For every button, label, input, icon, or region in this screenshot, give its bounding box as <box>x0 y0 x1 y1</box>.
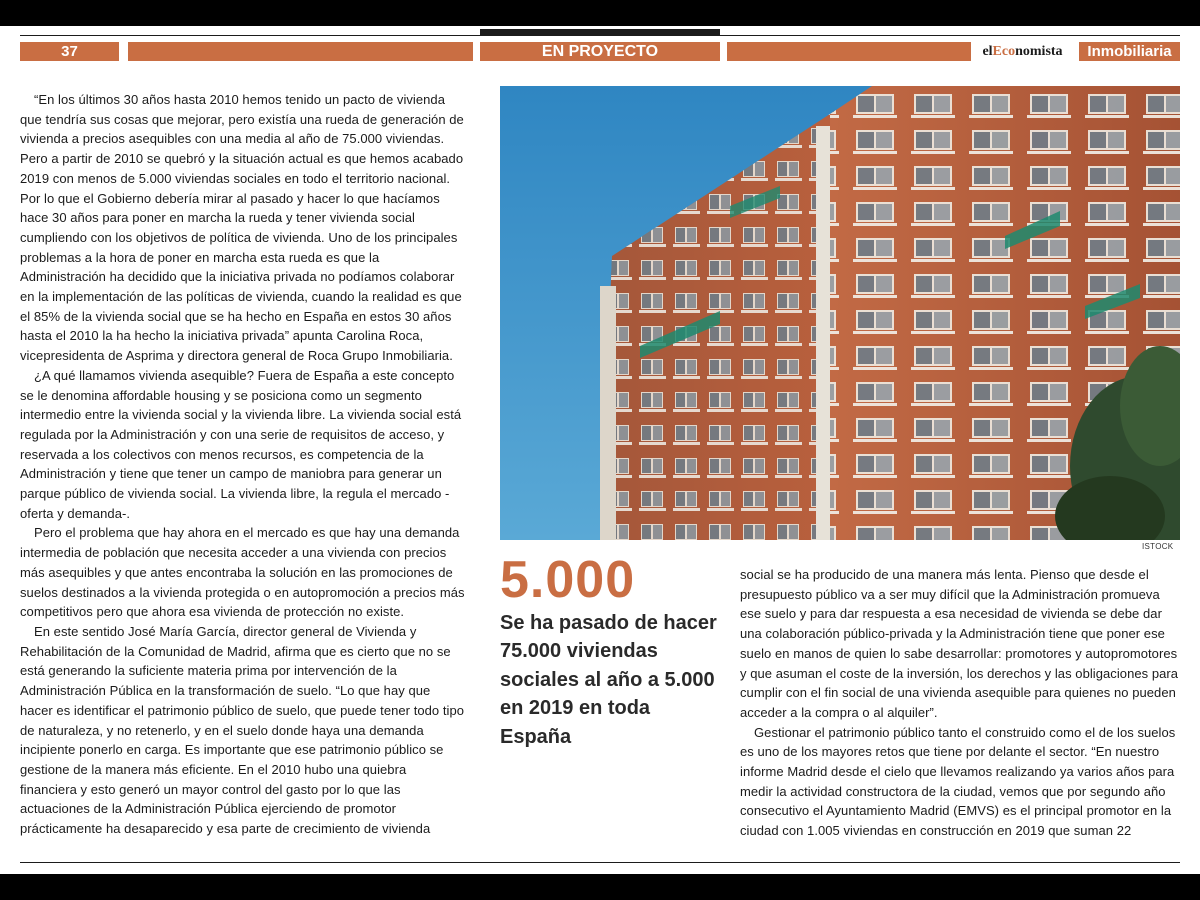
header-rule <box>20 35 1180 36</box>
header-bar-left <box>128 42 473 61</box>
article-paragraph: “En los últimos 30 años hasta 2010 hemos tenido un pacto de vivienda que tendría sus cosas que mejorar, pero existía una rueda de generación de vivienda a precios asequibles con una media al año de 75.000 viviendas. Pero a partir de 2010 se quebró y la situación actual es que hemos acabado 2019 con menos de 5.000 viviendas sociales en todo el territorio nacional. Por lo que el Gobierno debería mirar al pasado y hacer lo que hacíamos hace 30 años para poner en marcha la rueda y tener vivienda social cumpliendo con los objetivos de política de vivienda. Uno de los principales problemas a la hora de poner en marcha esta rueda es que la Administración ha decidido que la iniciativa privada no podíamos colaborar en la implementación de las políticas de vivienda, cuando la realidad es que el 85% de la vivienda social que se ha hecho en España en estos 30 años hasta el 2010 la ha hecho la iniciativa privada” apunta Carolina Roca, vicepresidenta de Asprima y directora general de Roca Grupo Inmobiliaria. <box>20 92 464 364</box>
pull-quote: Se ha pasado de hacer 75.000 viviendas sociales al año a 5.000 en 2019 en toda España <box>500 612 717 748</box>
article-paragraph: social se ha producido de una manera más lenta. Pienso que desde el presupuesto público va a ser muy difícil que la Administración promueva ese suelo y para dar respuesta a esa necesidad de vivienda se debe dar una colaboración público-privada y la Administración tiene que poner ese suelo en manos de quien lo sabe desarrollar: promotores y autopromotores y que asuman el coste de la inversión, los derechos y las obligaciones para cumplir con el fin social de una vivienda asequible para quienes no pueden acceder a la compra o al alquiler”. <box>740 567 1179 720</box>
header-bar-right <box>727 42 971 61</box>
article-paragraph: Gestionar el patrimonio público tanto el construido como el de los suelos es uno de los mayores retos que tiene por delante el sector. “En nuestro informe Madrid desde el cielo que llevamos realizando ya varios años para medir la actividad constructora de la ciudad, vemos que por segundo año consecutivo el Ayuntamiento Madrid (EMVS) es el principal promotor en la ciudad con 1.005 viviendas en construcción en 2019 que suman 22 <box>740 724 1176 839</box>
footer-rule <box>20 862 1180 863</box>
article-right-column <box>740 565 1180 841</box>
publication-logo <box>972 42 1073 61</box>
logo-suffix: nomista <box>1015 44 1063 59</box>
article-paragraph: Pero el problema que hay ahora en el mercado es que hay una demanda intermedia de población que necesita acceder a una vivienda con precios más asequibles y que antes encontraba la solución en las promociones de suelos destinados a la vivienda protegida o en autopromoción a precios más competitivos pero que ahora esa vivienda de protección no existe. <box>20 525 465 620</box>
highlight-number: 5.000 <box>500 551 636 609</box>
building-photo <box>500 86 1180 540</box>
logo-highlight: Eco <box>992 44 1016 59</box>
top-black-bar <box>0 0 1200 26</box>
photo-credit: ISTOCK <box>1142 542 1174 551</box>
page-number: 37 <box>20 42 119 61</box>
bottom-black-bar <box>0 874 1200 900</box>
article-left-column <box>20 90 466 839</box>
article-paragraph: En este sentido José María García, director general de Vivienda y Rehabilitación de la Comunidad de Madrid, afirma que es cierto que no se está generando la suficiente materia prima por intervención de la Administración Pública en la transformación de suelo. “Lo que hay que hacer es identificar el patrimonio público de suelo, que puede tener todo tipo de naturaleza, y no retenerlo, y en el suelo donde haya una demanda incipiente ponerlo en carga. Es importante que ese patrimonio público se gestione de la manera más eficiente. En el 2010 hubo una quiebra financiera y esto generó un mayor control del gasto por lo que las actuaciones de la Administración Pública ejerciendo de promotor prácticamente ha desaparecido y esa parte de crecimiento de vivienda <box>20 623 465 837</box>
section-title: EN PROYECTO <box>480 42 720 61</box>
article-paragraph: ¿A qué llamamos vivienda asequible? Fuera de España a este concepto se le denomina affordable housing y se posiciona como un segmento intermedio entre la vivienda social y la vivienda libre. La vivienda social está regulada por la Administración y con una serie de requisitos de acceso, y reservada a los colectivos con menos recursos, es competencia de la Administración y tiene que tener un campo de maniobra para generar un parque público de vivienda social. La vivienda libre, la regula el mercado -oferta y demanda-. <box>20 367 462 521</box>
logo-prefix: el <box>982 44 993 59</box>
category-label: Inmobiliaria <box>1079 42 1180 61</box>
